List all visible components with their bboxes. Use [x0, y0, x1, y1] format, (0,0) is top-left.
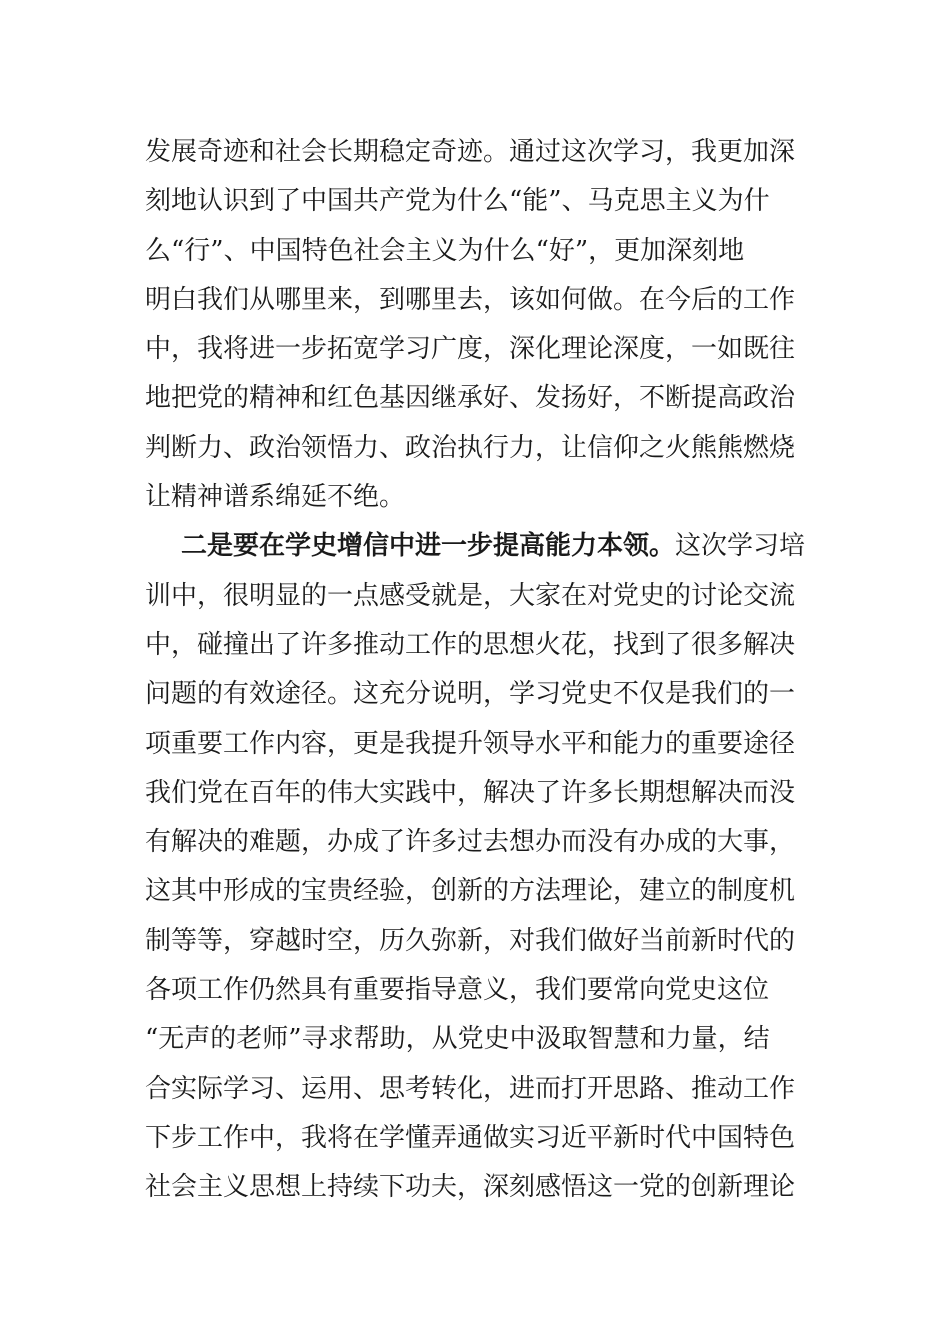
heading-line-rest: 这次学习培	[675, 531, 806, 562]
text-line: 让精神谱系绵延不绝。	[145, 482, 406, 513]
document-body	[145, 128, 817, 1213]
text-line: 么“行”、中国特色社会主义为什么“好”，更加深刻地	[145, 235, 745, 266]
paragraph-2-first-line	[145, 522, 817, 571]
text-line: 明白我们从哪里来，到哪里去，该如何做。在今后的工作	[145, 284, 796, 315]
text-line: 下步工作中，我将在学懂弄通做实习近平新时代中国特色	[145, 1122, 796, 1153]
text-line: 制等等，穿越时空，历久弥新，对我们做好当前新时代的	[145, 925, 796, 956]
paragraph-1	[145, 128, 817, 522]
text-line: 社会主义思想上持续下功夫，深刻感悟这一党的创新理论	[145, 1172, 796, 1203]
paragraph-2	[145, 522, 817, 1212]
text-line: 发展奇迹和社会长期稳定奇迹。通过这次学习，我更加深	[145, 137, 796, 167]
text-line: 合实际学习、运用、思考转化，进而打开思路、推动工作	[145, 1073, 796, 1104]
text-line: 训中，很明显的一点感受就是，大家在对党史的讨论交流	[145, 580, 796, 611]
text-line: 地把党的精神和红色基因继承好、发扬好，不断提高政治	[145, 383, 796, 414]
text-line: 判断力、政治领悟力、政治执行力，让信仰之火熊熊燃烧	[145, 432, 796, 463]
text-line: 有解决的难题，办成了许多过去想办而没有办成的大事，	[145, 827, 796, 858]
text-line: 中，我将进一步拓宽学习广度，深化理论深度，一如既往	[145, 334, 796, 365]
text-line: 中，碰撞出了许多推动工作的思想火花，找到了很多解决	[145, 629, 796, 660]
text-line: 项重要工作内容，更是我提升领导水平和能力的重要途径	[145, 728, 796, 759]
text-line: “无声的老师”寻求帮助，从党史中汲取智慧和力量，结	[145, 1024, 770, 1055]
paragraph-heading: 二是要在学史增信中进一步提高能力本领。	[181, 531, 676, 562]
text-line: 问题的有效途径。这充分说明，学习党史不仅是我们的一	[145, 679, 796, 710]
text-line: 刻地认识到了中国共产党为什么“能”、马克思主义为什	[145, 186, 770, 217]
text-line: 我们党在百年的伟大实践中，解决了许多长期想解决而没	[145, 777, 796, 808]
text-line: 各项工作仍然具有重要指导意义，我们要常向党史这位	[145, 975, 770, 1006]
text-line: 这其中形成的宝贵经验，创新的方法理论，建立的制度机	[145, 876, 796, 907]
